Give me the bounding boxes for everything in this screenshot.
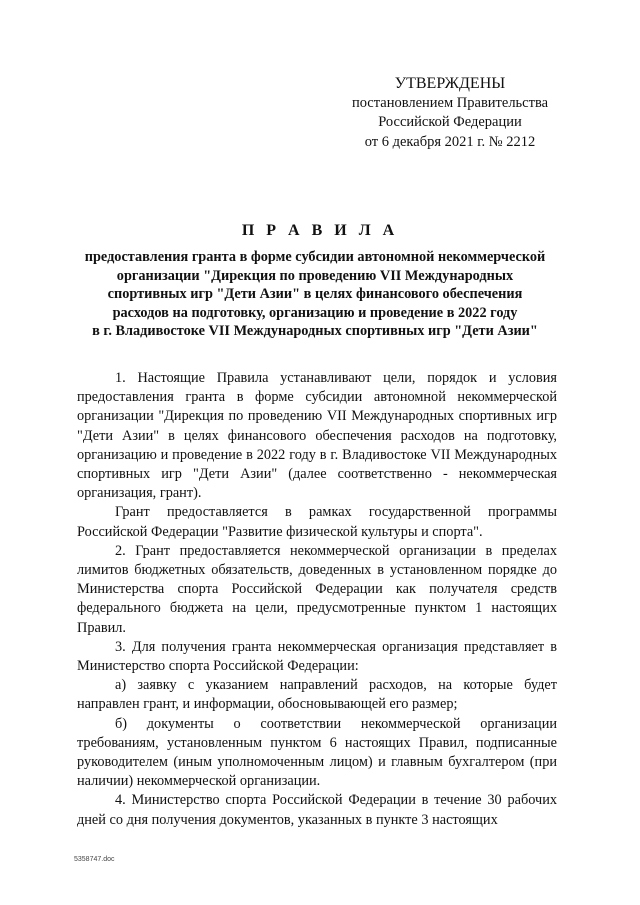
approval-heading: УТВЕРЖДЕНЫ xyxy=(394,75,506,92)
subtitle-line: спортивных игр "Дети Азии" в целях финансового обеспечения xyxy=(107,286,523,303)
paragraph-3a: а) заявку с указанием направлений расходов, на которые будет направлен грант, и информации, обосновывающей его размер; xyxy=(77,677,557,713)
document-subtitle xyxy=(60,248,570,341)
subtitle-line: в г. Владивостоке VII Международных спортивных игр "Дети Азии" xyxy=(92,323,538,340)
paragraph-4: 4. Министерство спорта Российской Федерации в течение 30 рабочих дней со дня получения документов, указанных в пункте 3 настоящих xyxy=(77,792,557,828)
document-body xyxy=(77,369,557,830)
paragraph-1: 1. Настоящие Правила устанавливают цели, порядок и условия предоставления гранта в форме субсидии автономной некоммерческой организации "Дирекция по проведению VII Международных спортивных игр "Дети Азии" в целях финансового обеспечения расходов на подготовку, организацию и проведение в 2022 году в г. Владивостоке VII Международных спортивных игр "Дети Азии" (далее соответственно - некоммерческая организация, грант). xyxy=(77,370,557,502)
paragraph-3b: б) документы о соответствии некоммерческой организации требованиям, установленным пунктом 6 настоящих Правил, подписанные руководителем (иным уполномоченным лицом) и главным бухгалтером (при наличии) некоммерческой организации. xyxy=(77,715,557,790)
approval-line: постановлением Правительства xyxy=(351,94,549,111)
document-title: П Р А В И Л А xyxy=(241,222,399,239)
approval-line: Российской Федерации xyxy=(378,114,522,130)
file-name-footer: 5358747.doc xyxy=(74,856,115,863)
paragraph-grant-program: Грант предоставляется в рамках государственной программы Российской Федерации "Развитие физической культуры и спорта". xyxy=(77,504,557,540)
subtitle-line: расходов на подготовку, организацию и проведение в 2022 году xyxy=(112,304,518,321)
subtitle-line: организации "Дирекция по проведению VII Международных xyxy=(116,267,514,284)
subtitle-line: предоставления гранта в форме субсидии автономной некоммерческой xyxy=(84,249,546,265)
approval-date-number: от 6 декабря 2021 г. № 2212 xyxy=(364,133,536,150)
paragraph-2: 2. Грант предоставляется некоммерческой организации в пределах лимитов бюджетных обязательств, доведенных в установленном порядке до Министерства спорта Российской Федерации как получателя средств федерального бюджета на цели, предусмотренные пунктом 1 настоящих Правил. xyxy=(77,542,557,636)
paragraph-3: 3. Для получения гранта некоммерческая организация представляет в Министерство спорта Российской Федерации: xyxy=(77,638,557,675)
approval-block xyxy=(330,74,570,152)
